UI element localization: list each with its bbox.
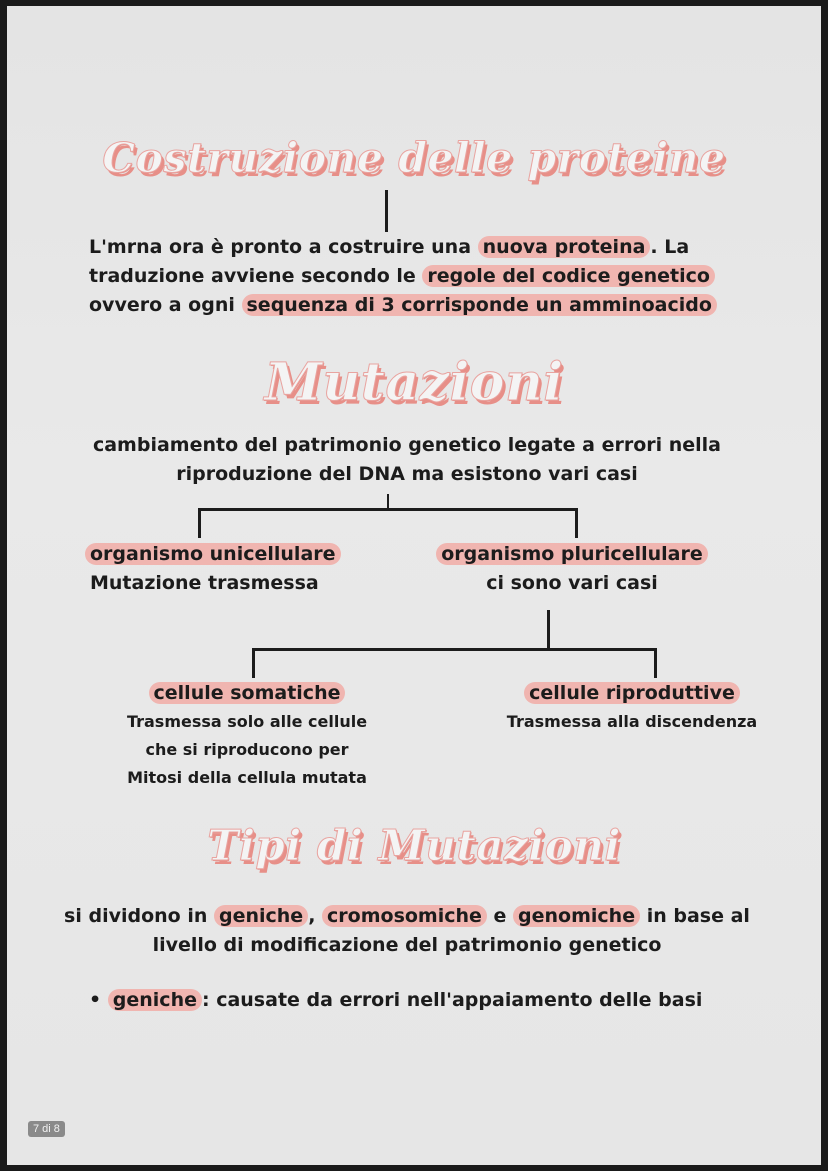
highlight: cellule somatiche <box>149 682 346 704</box>
tree-stem <box>387 494 389 509</box>
tree-branch-left <box>198 508 201 538</box>
highlight: nuova proteina <box>478 236 651 258</box>
title-mutation-types: Tipi di Mutazioni <box>207 821 621 870</box>
connector-line <box>385 190 388 232</box>
page-indicator: 7 di 8 <box>28 1121 65 1137</box>
highlight: organismo unicellulare <box>85 543 341 565</box>
highlight: organismo pluricellulare <box>436 543 707 565</box>
highlight: cellule riproduttive <box>524 682 740 704</box>
bullet-marker: • <box>89 989 102 1011</box>
tree-bar <box>252 648 657 651</box>
highlight: cromosomiche <box>322 905 487 927</box>
text-fragment: : causate da errori nell'appaiamento delle basi <box>201 989 703 1011</box>
branch-reproductive <box>467 679 797 736</box>
highlight: geniche <box>214 905 308 927</box>
text-fragment: traduzione avviene secondo le <box>89 265 423 287</box>
text-fragment: . La <box>650 236 690 258</box>
protein-paragraph <box>89 233 717 320</box>
highlight: regole del codice genetico <box>422 265 715 287</box>
text-line: cambiamento del patrimonio genetico legate a errori nella <box>92 434 722 456</box>
title-mutations: Mutazioni <box>264 352 564 413</box>
text-line: livello di modificazione del patrimonio genetico <box>152 934 662 956</box>
text-fragment: L'mrna ora è pronto a costruire una <box>89 236 478 258</box>
highlight: geniche <box>108 989 202 1011</box>
highlight: sequenza di 3 corrisponde un amminoacido <box>242 294 717 316</box>
text-line: Trasmessa alla discendenza <box>506 712 758 731</box>
branch-somatic <box>102 679 392 792</box>
text-line: Mitosi della cellula mutata <box>127 768 367 787</box>
highlight: genomiche <box>513 905 640 927</box>
text-fragment: si dividono in <box>64 905 214 927</box>
text-line: Mutazione trasmessa <box>90 572 319 594</box>
branch-unicellular <box>85 540 341 598</box>
tree-stem <box>547 610 550 650</box>
text-line: ci sono vari casi <box>486 572 658 594</box>
text-line: Trasmessa solo alle cellule <box>126 712 368 731</box>
types-paragraph <box>7 902 807 960</box>
text-fragment: ovvero a ogni <box>89 294 242 316</box>
tree-branch-right <box>575 508 578 538</box>
text-fragment: e <box>486 905 514 927</box>
tree-bar <box>198 508 578 511</box>
bullet-item <box>89 986 702 1015</box>
mutations-paragraph <box>7 431 807 489</box>
text-fragment: in base al <box>640 905 750 927</box>
text-line: riproduzione del DNA ma esistono vari casi <box>176 463 638 485</box>
text-fragment: , <box>308 905 323 927</box>
tree-branch-left <box>252 648 255 678</box>
title-protein-construction: Costruzione delle proteine <box>102 134 726 182</box>
text-line: che si riproducono per <box>145 740 349 759</box>
document-page <box>7 6 821 1165</box>
tree-branch-right <box>654 648 657 678</box>
branch-pluricellular <box>427 540 717 598</box>
